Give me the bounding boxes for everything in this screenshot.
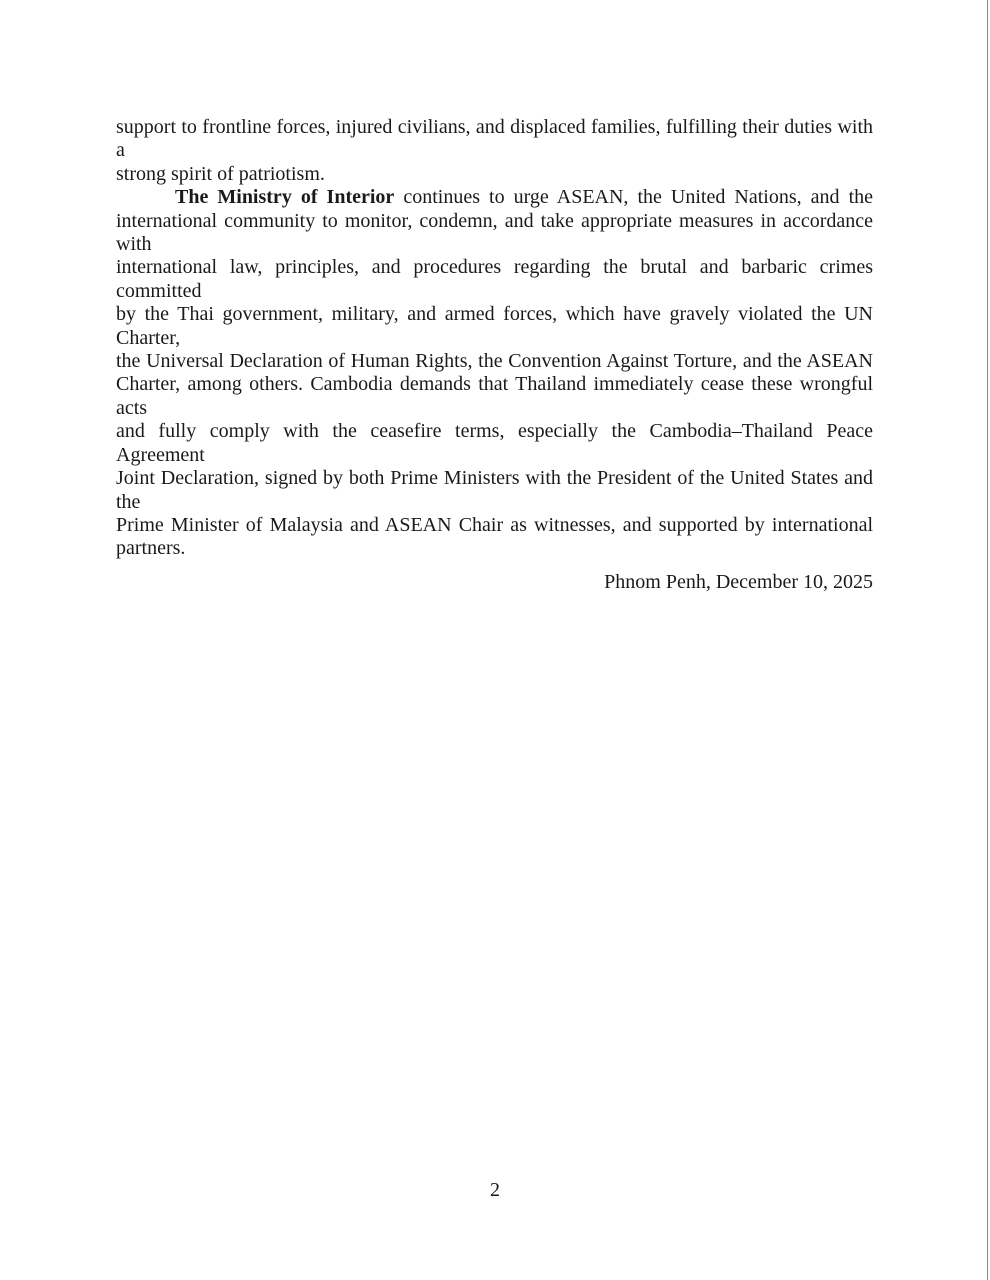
bold-lead-text: The Ministry of Interior xyxy=(175,186,395,209)
text-line: and fully comply with the ceasefire terms, especially the Cambodia–Thailand Peace Agreement xyxy=(116,420,873,466)
text-line: Prime Minister of Malaysia and ASEAN Chair as witnesses, and supported by international xyxy=(116,513,873,536)
page-number: 2 xyxy=(490,1179,500,1201)
text-line: the Universal Declaration of Human Rights, the Convention Against Torture, and the ASEAN xyxy=(116,350,873,373)
text-line: Joint Declaration, signed by both Prime Ministers with the President of the United States and the xyxy=(116,467,873,513)
page-right-edge-line xyxy=(987,0,988,1280)
text-line: international community to monitor, condemn, and take appropriate measures in accordance with xyxy=(116,209,873,256)
text-line xyxy=(116,186,873,209)
document-body xyxy=(116,116,873,594)
paragraph xyxy=(116,186,873,561)
text-line: by the Thai government, military, and armed forces, which have gravely violated the UN Charter, xyxy=(116,303,873,349)
dateline: Phnom Penh, December 10, 2025 xyxy=(604,570,873,593)
text-line: strong spirit of patriotism. xyxy=(116,162,325,185)
paragraph xyxy=(116,116,873,186)
line-text: continues to urge ASEAN, the United Nations, and the xyxy=(394,186,874,209)
text-line: partners. xyxy=(116,537,186,560)
text-line: support to frontline forces, injured civilians, and displaced families, fulfilling their duties with a xyxy=(116,116,873,162)
text-line: international law, principles, and procedures regarding the brutal and barbaric crimes committed xyxy=(116,256,873,302)
paragraphs xyxy=(116,116,873,561)
text-line: Charter, among others. Cambodia demands that Thailand immediately cease these wrongful acts xyxy=(116,373,873,419)
